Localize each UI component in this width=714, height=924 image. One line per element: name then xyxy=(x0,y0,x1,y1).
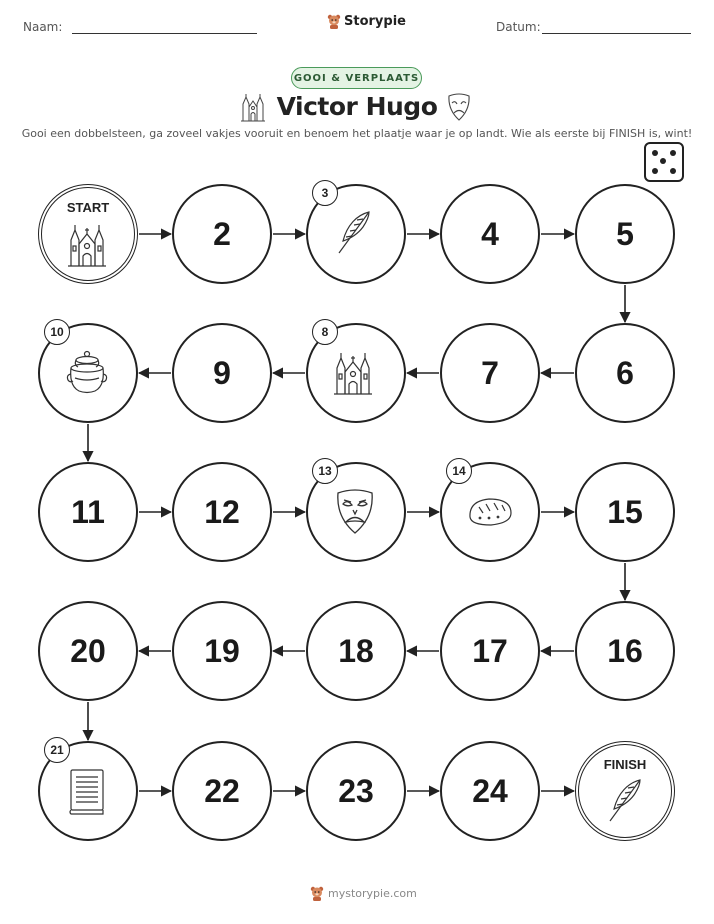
cell-number: 12 xyxy=(204,493,240,530)
board-cell-13 xyxy=(306,462,406,562)
page-title: Victor Hugo xyxy=(276,92,438,121)
board-cell-19 xyxy=(172,601,272,701)
board-cell-14 xyxy=(440,462,540,562)
cathedral-icon xyxy=(67,220,109,270)
cell-number-marker: 21 xyxy=(44,737,70,763)
bread-icon xyxy=(467,487,513,537)
quill-icon xyxy=(604,777,646,827)
board-cell-24 xyxy=(440,741,540,841)
instructions-text: Gooi een dobbelsteen, ga zoveel vakjes vooruit en benoem het plaatje waar je op landt. Wie als eerste bij FINISH is, wint! xyxy=(21,127,693,140)
cathedral-icon xyxy=(333,348,379,398)
cell-number: 4 xyxy=(481,215,499,252)
board-cell-8 xyxy=(306,323,406,423)
board-cell-10 xyxy=(38,323,138,423)
cell-number: 15 xyxy=(607,493,643,530)
name-label: Naam: xyxy=(23,20,63,34)
cell-number: 20 xyxy=(70,632,106,669)
cell-number: 5 xyxy=(616,215,634,252)
bear-mascot-icon xyxy=(310,885,324,901)
cell-number-marker: 13 xyxy=(312,458,338,484)
cell-number: 11 xyxy=(71,493,105,530)
footer-url: mystorypie.com xyxy=(328,886,417,900)
finish-cell xyxy=(575,741,675,841)
cell-number: 18 xyxy=(338,632,374,669)
book-icon xyxy=(65,766,111,816)
cell-number-marker: 8 xyxy=(312,319,338,345)
board-cell-6 xyxy=(575,323,675,423)
cell-number: 22 xyxy=(204,772,240,809)
board-cell-16 xyxy=(575,601,675,701)
cell-number: 24 xyxy=(472,772,508,809)
endpoint-label: START xyxy=(66,200,110,215)
board-cell-12 xyxy=(172,462,272,562)
cell-number: 6 xyxy=(616,354,634,391)
board-cell-3 xyxy=(306,184,406,284)
board-cell-15 xyxy=(575,462,675,562)
cell-number: 19 xyxy=(204,632,240,669)
board-cell-21 xyxy=(38,741,138,841)
cell-number: 23 xyxy=(338,772,374,809)
board-cell-2 xyxy=(172,184,272,284)
quill-icon xyxy=(333,209,379,259)
board-cell-22 xyxy=(172,741,272,841)
start-cell xyxy=(38,184,138,284)
cell-number-marker: 10 xyxy=(44,319,70,345)
board-cell-7 xyxy=(440,323,540,423)
board-cell-5 xyxy=(575,184,675,284)
board-cell-20 xyxy=(38,601,138,701)
brand-name: Storypie xyxy=(344,13,406,29)
footer xyxy=(310,885,417,901)
board-cell-9 xyxy=(172,323,272,423)
cell-number-marker: 3 xyxy=(312,180,338,206)
activity-badge: GOOI & VERPLAATS xyxy=(291,67,422,89)
cell-number: 17 xyxy=(472,632,508,669)
tragedy-mask-icon xyxy=(333,487,379,537)
cell-number: 7 xyxy=(481,354,499,391)
pot-icon xyxy=(65,348,111,398)
cell-number: 16 xyxy=(607,632,643,669)
board-cell-18 xyxy=(306,601,406,701)
board-cell-4 xyxy=(440,184,540,284)
board-cell-23 xyxy=(306,741,406,841)
cell-number: 2 xyxy=(213,215,231,252)
cell-number: 9 xyxy=(213,354,231,391)
board-cell-11 xyxy=(38,462,138,562)
date-label: Datum: xyxy=(496,20,541,34)
endpoint-label: FINISH xyxy=(603,757,647,772)
board-cell-17 xyxy=(440,601,540,701)
cell-number-marker: 14 xyxy=(446,458,472,484)
